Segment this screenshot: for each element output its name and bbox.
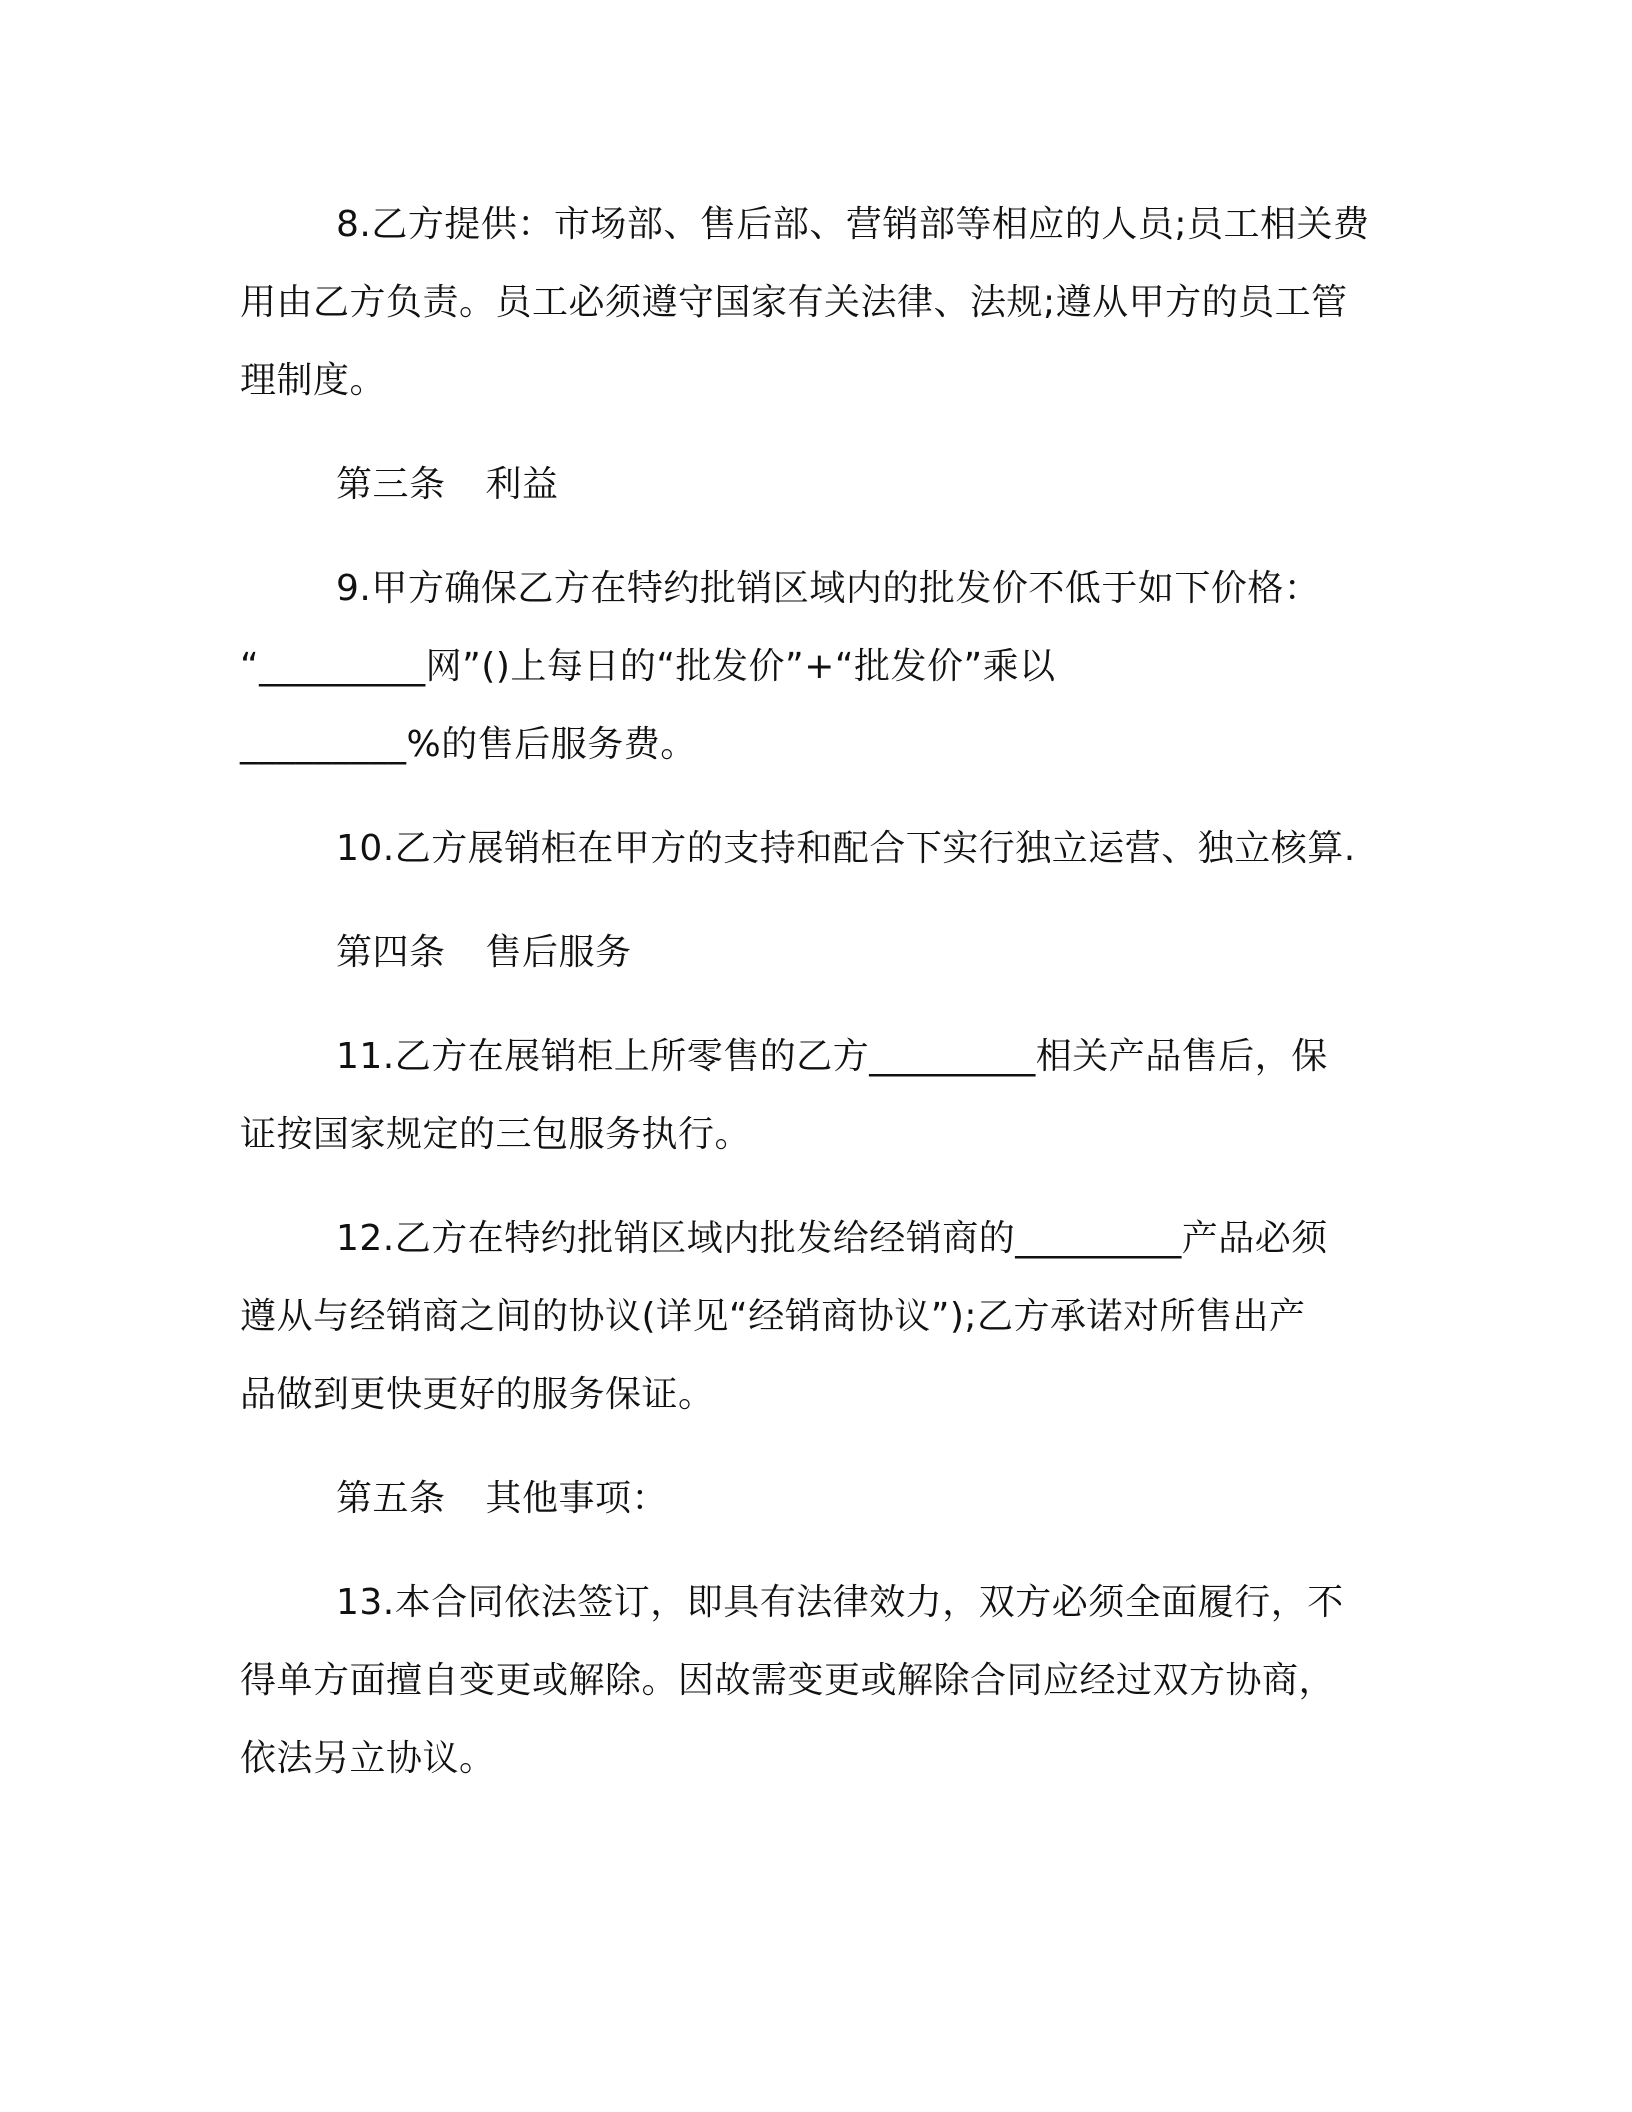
clause-8-line-3: 理制度。: [240, 360, 387, 401]
article-3-title: 利益: [485, 464, 559, 505]
article-4-heading: [240, 914, 1380, 992]
article-3-number: 第三条: [336, 464, 446, 505]
clause-12-line-2: 遵从与经销商之间的协议(详见“经销商协议”);乙方承诺对所售出产: [240, 1296, 1306, 1337]
document-body: [240, 186, 1380, 1824]
clause-8: [240, 186, 1380, 420]
clause-10: [240, 810, 1380, 888]
clause-9-line-2: “_________网”()上每日的“批发价”+“批发价”乘以: [240, 646, 1056, 687]
article-3-heading: [240, 446, 1380, 524]
clause-9-line-1: 9.甲方确保乙方在特约批销区域内的批发价不低于如下价格：: [336, 568, 1321, 609]
article-5-title: 其他事项：: [485, 1478, 669, 1519]
clause-11-line-2: 证按国家规定的三包服务执行。: [240, 1114, 752, 1155]
clause-13: [240, 1564, 1380, 1798]
clause-11: [240, 1018, 1380, 1174]
clause-13-line-3: 依法另立协议。: [240, 1738, 496, 1779]
clause-9-line-3: _________%的售后服务费。: [240, 724, 697, 765]
clause-8-line-2: 用由乙方负责。员工必须遵守国家有关法律、法规;遵从甲方的员工管: [240, 282, 1348, 323]
clause-12-line-1: 12.乙方在特约批销区域内批发给经销商的_________产品必须: [336, 1218, 1328, 1259]
article-4-title: 售后服务: [485, 932, 632, 973]
clause-13-line-1: 13.本合同依法签订，即具有法律效力，双方必须全面履行，不: [336, 1582, 1344, 1623]
article-5-number: 第五条: [336, 1478, 446, 1519]
clause-12-line-3: 品做到更快更好的服务保证。: [240, 1374, 715, 1415]
clause-9: [240, 550, 1380, 784]
clause-8-line-1: 8.乙方提供：市场部、售后部、营销部等相应的人员;员工相关费: [336, 204, 1370, 245]
article-5-heading: [240, 1460, 1380, 1538]
clause-12: [240, 1200, 1380, 1434]
clause-13-line-2: 得单方面擅自变更或解除。因故需变更或解除合同应经过双方协商，: [240, 1660, 1336, 1701]
clause-10-line-1: 10.乙方展销柜在甲方的支持和配合下实行独立运营、独立核算.: [336, 828, 1356, 869]
article-4-number: 第四条: [336, 932, 446, 973]
clause-11-line-1: 11.乙方在展销柜上所零售的乙方_________相关产品售后，保: [336, 1036, 1328, 1077]
